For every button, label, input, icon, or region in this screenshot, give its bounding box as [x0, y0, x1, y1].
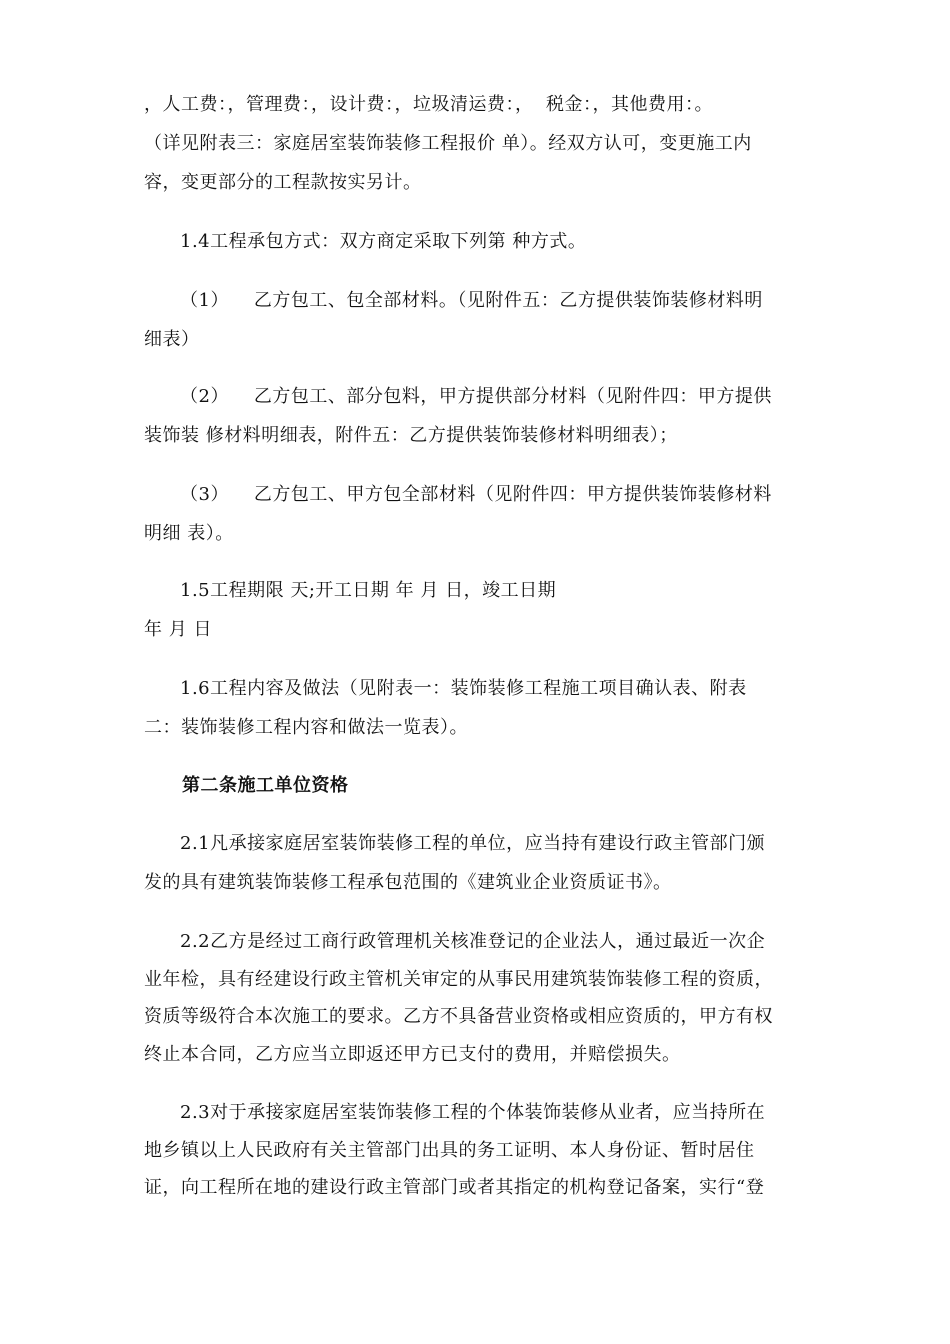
text-line: 2.2乙方是经过工商行政管理机关核准登记的企业法人，通过最近一次企	[180, 931, 766, 952]
text-line: 明细 表）。	[144, 523, 234, 544]
text-line: 1.6工程内容及做法（见附表一：装饰装修工程施工项目确认表、附表	[180, 678, 747, 699]
text-line: 资质等级符合本次施工的要求。乙方不具备营业资格或相应资质的，甲方有权	[144, 1006, 773, 1027]
text-line: （2） 乙方包工、部分包料，甲方提供部分材料（见附件四：甲方提供	[180, 386, 772, 407]
text-line: 容，变更部分的工程款按实另计。	[144, 172, 422, 193]
text-line: 业年检，具有经建设行政主管机关审定的从事民用建筑装饰装修工程的资质，	[144, 969, 773, 990]
text-line: 证，向工程所在地的建设行政主管部门或者其指定的机构登记备案，实行“登	[144, 1177, 765, 1198]
text-line: （详见附表三：家庭居室装饰装修工程报价 单）。经双方认可，变更施工内	[144, 133, 752, 154]
section-heading: 第二条施工单位资格	[182, 775, 349, 796]
text-line: 2.3对于承接家庭居室装饰装修工程的个体装饰装修从业者，应当持所在	[180, 1102, 766, 1123]
text-line: 年 月 日	[144, 619, 212, 640]
text-line: （3） 乙方包工、甲方包全部材料（见附件四：甲方提供装饰装修材料	[180, 484, 772, 505]
text-line: 细表）	[144, 329, 200, 350]
text-line: 终止本合同，乙方应当立即返还甲方已支付的费用，并赔偿损失。	[144, 1044, 681, 1065]
text-line: 2.1凡承接家庭居室装饰装修工程的单位，应当持有建设行政主管部门颁	[180, 833, 766, 854]
text-line: 发的具有建筑装饰装修工程承包范围的《建筑业企业资质证书》。	[144, 872, 672, 893]
text-line: 装饰装 修材料明细表，附件五：乙方提供装饰装修材料明细表）；	[144, 425, 678, 446]
text-line: 二：装饰装修工程内容和做法一览表）。	[144, 717, 468, 738]
text-line: （1） 乙方包工、包全部材料。（见附件五：乙方提供装饰装修材料明	[180, 290, 763, 311]
text-line: ，人工费：，管理费：，设计费：，垃圾清运费：， 税金：，其他费用：。	[144, 94, 713, 115]
text-line: 1.4工程承包方式：双方商定采取下列第 种方式。	[180, 231, 587, 252]
text-line: 地乡镇以上人民政府有关主管部门出具的务工证明、本人身份证、暂时居住	[144, 1140, 755, 1161]
text-line: 1.5工程期限 天;开工日期 年 月 日，竣工日期	[180, 580, 557, 601]
